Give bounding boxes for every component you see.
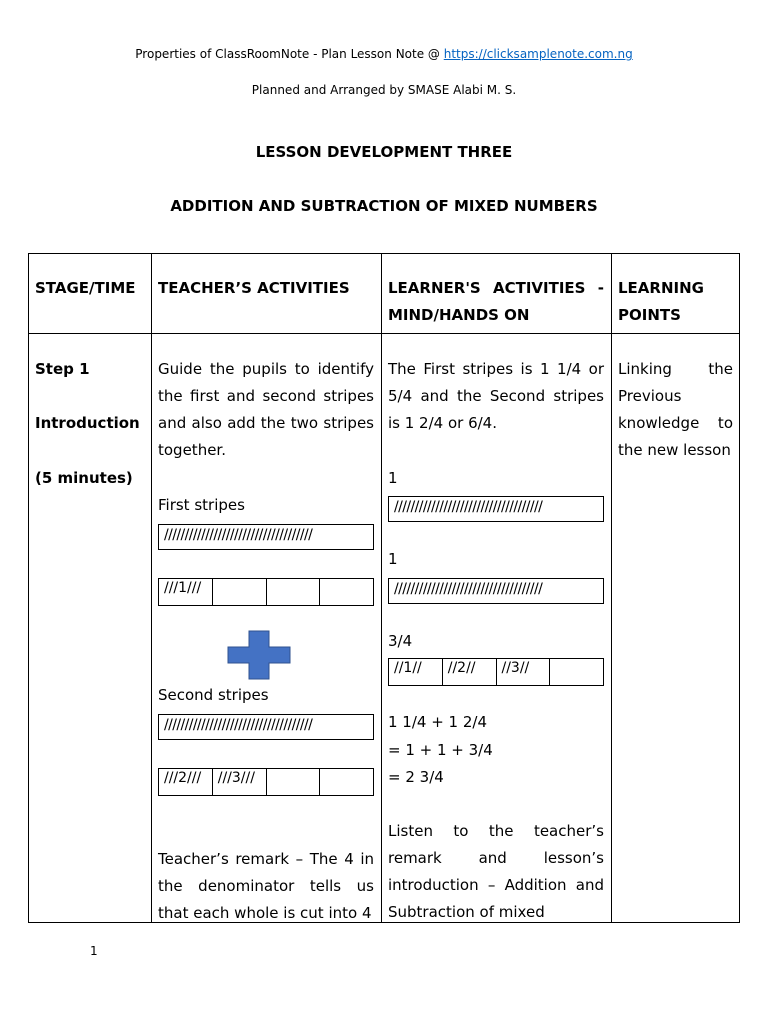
stripe-cell [213, 579, 267, 605]
second-fraction-stripe [158, 768, 374, 796]
learner-label-fraction: 3/4 [388, 632, 413, 650]
learner-calculation-3: = 2 3/4 [388, 768, 444, 786]
first-fraction-stripe [158, 578, 374, 606]
column-divider [611, 254, 612, 922]
stripe-cell [320, 769, 373, 795]
header-learning-points: LEARNING POINTS [618, 279, 704, 324]
stage-time: (5 minutes) [35, 469, 133, 487]
teacher-instruction: Guide the pupils to identify the first and second stripes and also add the two stripes together. [158, 360, 374, 459]
learner-intro: The First stripes is 1 1/4 or 5/4 and the Second stripes is 1 2/4 or 6/4. [388, 360, 604, 432]
column-divider [381, 254, 382, 922]
stripe-cell: //2// [443, 659, 497, 685]
learner-label-whole-2: 1 [388, 550, 398, 568]
first-full-stripe: //////////////////////////////////// [158, 524, 374, 550]
stage-name: Introduction [35, 414, 140, 432]
stripe-cell [267, 769, 321, 795]
stripe-cell [267, 579, 321, 605]
first-stripes-label: First stripes [158, 496, 245, 514]
plus-icon [227, 630, 291, 680]
stripe-cell [550, 659, 603, 685]
lesson-subtitle: ADDITION AND SUBTRACTION OF MIXED NUMBERS [170, 197, 598, 215]
learner-remark: Listen to the teacher’s remark and lesson’s introduction – Addition and Subtraction of mixed [388, 822, 604, 921]
header-row-divider [29, 333, 739, 334]
page-number: 1 [90, 944, 98, 958]
learner-label-whole-1: 1 [388, 469, 398, 487]
stripe-cell: //3// [497, 659, 551, 685]
learner-calculation-2: = 1 + 1 + 3/4 [388, 741, 493, 759]
learner-calculation-1: 1 1/4 + 1 2/4 [388, 713, 488, 731]
header-stage-time: STAGE/TIME [35, 279, 136, 297]
lesson-table [28, 253, 740, 923]
learner-full-stripe-2: //////////////////////////////////// [388, 578, 604, 604]
learning-points-text: Linking the Previous knowledge to the new lesson [618, 360, 733, 459]
learner-full-stripe-1: //////////////////////////////////// [388, 496, 604, 522]
lesson-title: LESSON DEVELOPMENT THREE [255, 143, 513, 161]
header-properties [0, 47, 768, 61]
header-learner-activities: LEARNER'S ACTIVITIES - MIND/HANDS ON [388, 279, 604, 324]
stripe-cell: ///2/// [159, 769, 213, 795]
stripe-cell: ///3/// [213, 769, 267, 795]
stripe-cell [320, 579, 373, 605]
header-teacher-activities: TEACHER’S ACTIVITIES [158, 279, 350, 297]
second-stripes-label: Second stripes [158, 686, 269, 704]
stage-step: Step 1 [35, 360, 90, 378]
stripe-cell: //1// [389, 659, 443, 685]
learner-fraction-stripe [388, 658, 604, 686]
teacher-remark: Teacher’s remark – The 4 in the denominator tells us that each whole is cut into 4 [158, 850, 374, 922]
website-link[interactable]: https://clicksamplenote.com.ng [443, 47, 633, 61]
stripe-cell: ///1/// [159, 579, 213, 605]
second-full-stripe: //////////////////////////////////// [158, 714, 374, 740]
column-divider [151, 254, 152, 922]
header-prefix: Properties of ClassRoomNote - Plan Lesson Note @ [135, 47, 444, 61]
header-author: Planned and Arranged by SMASE Alabi M. S. [251, 83, 517, 97]
